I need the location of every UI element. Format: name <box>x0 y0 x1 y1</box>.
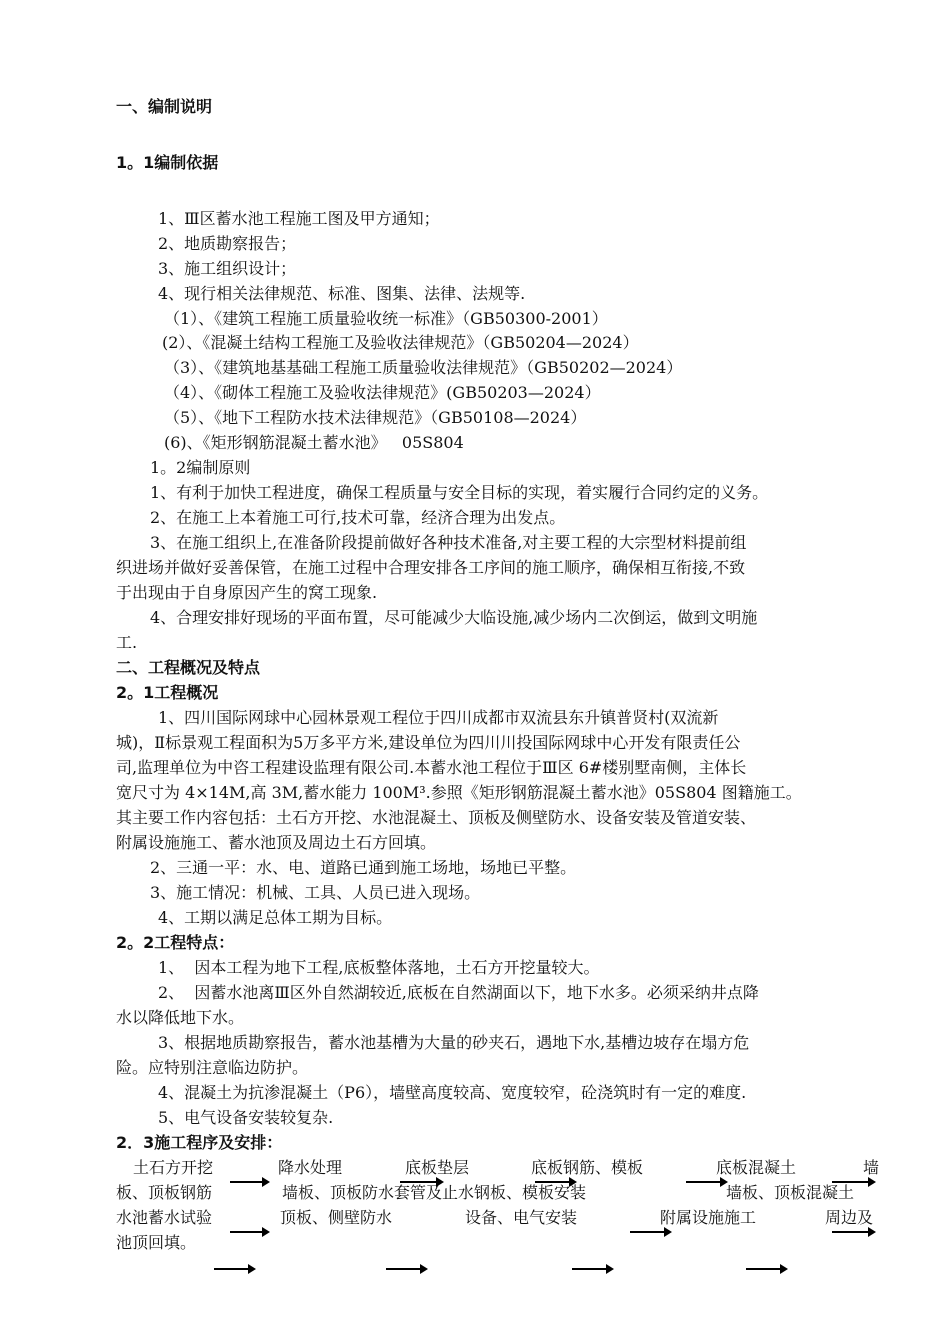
flow-step: 附属设施施工 <box>660 1208 757 1227</box>
flow-arrow-icon <box>386 1268 426 1270</box>
overview-text: 司,监理单位为中咨工程建设监理有限公司.本蓄水池工程位于Ⅲ区 6#楼别墅南侧，主体长 <box>116 758 747 777</box>
overview-text: 附属设施施工、蓄水池顶及周边土石方回填。 <box>116 833 437 852</box>
standard-item: （4）、《砌体工程施工及验收法律规范》(GB50203—2024） <box>164 383 601 402</box>
standard-item: (6)、《矩形钢筋混凝土蓄水池》 05S804 <box>164 433 464 452</box>
principle-text: 工. <box>116 633 138 652</box>
principle-text: 2、在施工上本着施工可行,技术可靠，经济合理为出发点。 <box>150 508 566 527</box>
flow-arrow-icon <box>572 1268 612 1270</box>
feature-text: 水以降低地下水。 <box>116 1008 245 1027</box>
principle-text: 4、合理安排好现场的平面布置，尽可能减少大临设施,减少场内二次倒运，做到文明施 <box>150 608 758 627</box>
flow-arrow-icon <box>230 1181 268 1183</box>
flow-step: 周边及 <box>825 1208 874 1227</box>
overview-text: 3、施工情况：机械、工具、人员已进入现场。 <box>150 883 481 902</box>
heading-1-1: 1。1编制依据 <box>116 153 219 172</box>
overview-text: 1、四川国际网球中心园林景观工程位于四川成都市双流县东升镇普贤村(双流新 <box>158 708 719 727</box>
overview-text: 城)，Ⅱ标景观工程面积为5万多平方米,建设单位为四川川投国际网球中心开发有限责任公 <box>116 733 741 752</box>
heading-2-3: 2．3施工程序及安排： <box>116 1133 283 1152</box>
flow-step: 顶板、侧壁防水 <box>280 1208 393 1227</box>
flow-arrow-icon <box>832 1181 874 1183</box>
feature-text: 2、 因蓄水池离Ⅲ区外自然湖较近,底板在自然湖面以下，地下水多。必须采纳井点降 <box>158 983 759 1002</box>
flow-step: 板、顶板钢筋 <box>116 1183 213 1202</box>
principle-text: 3、在施工组织上,在准备阶段提前做好各种技术准备,对主要工程的大宗型材料提前组 <box>150 533 747 552</box>
flow-step: 底板混凝土 <box>716 1158 797 1177</box>
overview-text: 4、工期以满足总体工期为目标。 <box>158 908 393 927</box>
feature-text: 3、根据地质勘察报告，蓄水池基槽为大量的砂夹石，遇地下水,基槽边坡存在塌方危 <box>158 1033 750 1052</box>
feature-text: 5、电气设备安装较复杂. <box>158 1108 334 1127</box>
heading-1: 一、编制说明 <box>116 97 213 116</box>
overview-text: 宽尺寸为 4×14M,高 3M,蓄水能力 100M³.参照《矩形钢筋混凝土蓄水池》05S804 图籍施工。 <box>116 783 802 802</box>
flow-arrow-icon <box>832 1231 874 1233</box>
flow-arrow-icon <box>686 1181 726 1183</box>
flow-step: 池顶回填。 <box>116 1233 197 1252</box>
heading-2-2: 2。2工程特点： <box>116 933 235 952</box>
standard-item: （5）、《地下工程防水技术法律规范》（GB50108—2024） <box>164 408 587 427</box>
heading-1-2: 1。2编制原则 <box>150 458 251 477</box>
basis-item: 1、Ⅲ区蓄水池工程施工图及甲方通知； <box>158 209 440 228</box>
basis-item: 4、现行相关法律规范、标准、图集、法律、法规等. <box>158 284 526 303</box>
flow-step: 墙板、顶板防水套管及止水钢板、模板安装 <box>282 1183 587 1202</box>
basis-item: 2、地质勘察报告； <box>158 234 297 253</box>
feature-text: 4、混凝土为抗渗混凝土（P6），墙壁高度较高、宽度较窄，砼浇筑时有一定的难度. <box>158 1083 747 1102</box>
principle-text: 1、有利于加快工程进度，确保工程质量与安全目标的实现，着实履行合同约定的义务。 <box>150 483 769 502</box>
flow-step: 水池蓄水试验 <box>116 1208 213 1227</box>
flow-arrow-icon <box>535 1181 575 1183</box>
overview-text: 其主要工作内容包括：土石方开挖、水池混凝土、顶板及侧壁防水、设备安装及管道安装、 <box>116 808 757 827</box>
feature-text: 险。应特别注意临边防护。 <box>116 1058 309 1077</box>
standard-item: (2）、《混凝土结构工程施工及验收法律规范》（GB50204—2024） <box>162 333 639 352</box>
flow-arrow-icon <box>400 1181 442 1183</box>
flow-step: 墙板、顶板混凝土 <box>726 1183 855 1202</box>
standard-item: （3）、《建筑地基基础工程施工质量验收法律规范》（GB50202—2024） <box>164 358 683 377</box>
flow-step: 墙 <box>863 1158 880 1177</box>
flow-arrow-icon <box>230 1231 268 1233</box>
flow-arrow-icon <box>214 1268 254 1270</box>
standard-item: （1）、《建筑工程施工质量验收统一标准》（GB50300-2001） <box>164 309 608 328</box>
flow-step: 设备、电气安装 <box>465 1208 578 1227</box>
flow-step: 底板钢筋、模板 <box>531 1158 644 1177</box>
flow-step: 土石方开挖 <box>133 1158 214 1177</box>
principle-text: 织进场并做好妥善保管，在施工过程中合理安排各工序间的施工顺序，确保相互衔接,不致 <box>116 558 746 577</box>
overview-text: 2、三通一平：水、电、道路已通到施工场地，场地已平整。 <box>150 858 577 877</box>
feature-text: 1、 因本工程为地下工程,底板整体落地，土石方开挖量较大。 <box>158 958 600 977</box>
heading-2: 二、工程概况及特点 <box>116 658 261 677</box>
principle-text: 于出现由于自身原因产生的窝工现象. <box>116 583 378 602</box>
basis-item: 3、施工组织设计； <box>158 259 297 278</box>
flow-step: 降水处理 <box>278 1158 343 1177</box>
flow-arrow-icon <box>630 1231 670 1233</box>
flow-step: 底板垫层 <box>405 1158 470 1177</box>
heading-2-1: 2。1工程概况 <box>116 683 219 702</box>
flow-arrow-icon <box>746 1268 786 1270</box>
